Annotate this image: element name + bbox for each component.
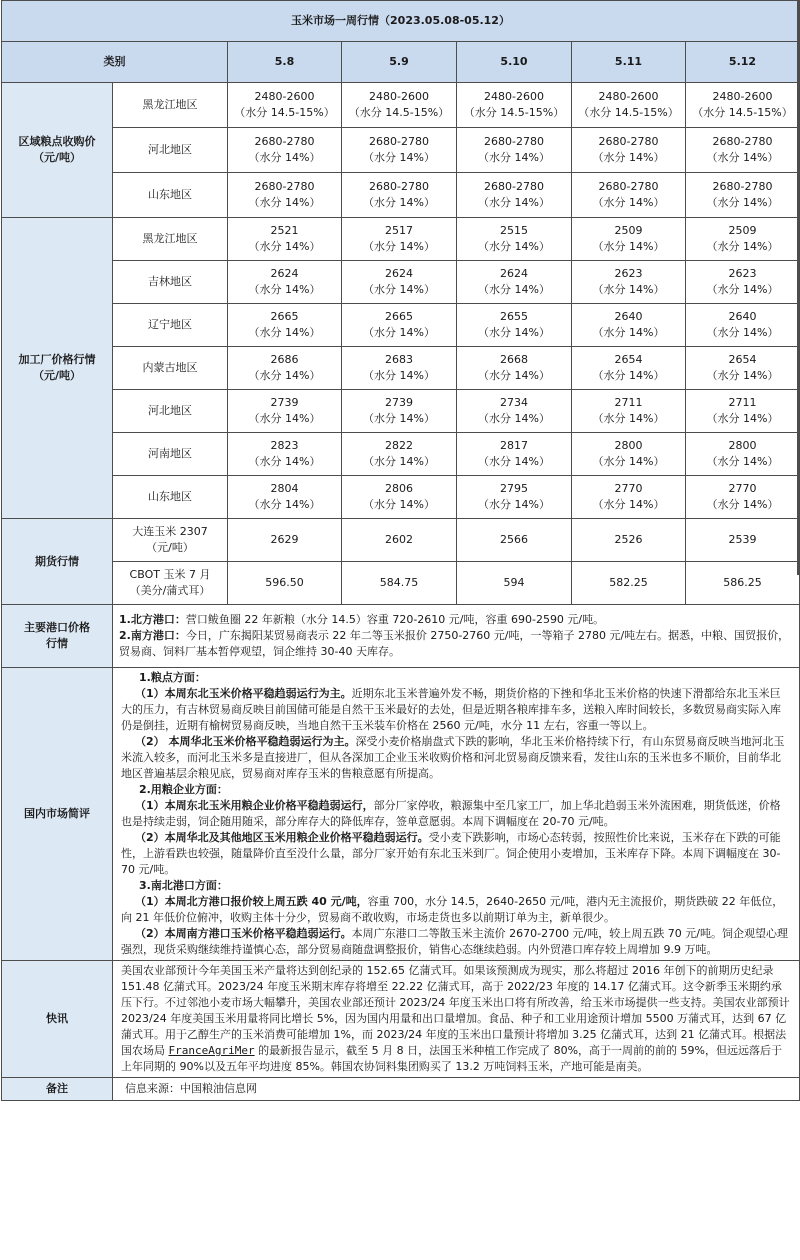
price-value: 2734 [500, 396, 528, 409]
news-row [2, 961, 800, 1078]
price-value: 2680-2780 [712, 180, 773, 193]
price-cell [228, 83, 342, 128]
price-cell [572, 128, 686, 173]
price-cell [342, 433, 457, 476]
price-cell [572, 218, 686, 261]
review-paragraph [121, 926, 791, 958]
price-value: 2515 [500, 224, 528, 237]
south-port-line [119, 628, 793, 660]
price-cell [457, 433, 572, 476]
price-cell [686, 433, 800, 476]
market-weekly-table [1, 0, 800, 1101]
review-paragraph-text: 本周广东港口二等散玉米主流价 2670-2700 元/吨，较上周五跌 70 元/吨。饲企观望心理强烈，现货采购继续维持谨慎心态，部分贸易商随盘调整报价，销售心态继续趋弱。内外贸港口库存较上周增加 9.9 万吨。 [121, 927, 789, 956]
north-port-heading: 1.北方港口： [119, 613, 186, 626]
review-section-heading: 1.粮点方面： [139, 671, 206, 684]
price-value: 2480-2600 [484, 90, 544, 103]
review-paragraph-lead: （2）本周华北及其他地区玉米用粮企业价格平稳趋弱运行。 [135, 831, 429, 844]
header-date: 5.10 [457, 42, 572, 83]
price-cell [686, 476, 800, 519]
price-value: 2509 [728, 224, 757, 237]
moisture-note: （水分 14%） [248, 326, 321, 339]
price-value: 2640 [614, 310, 643, 323]
factory-price-row [2, 218, 800, 261]
north-port-line [119, 612, 793, 628]
price-cell [228, 433, 342, 476]
price-value: 2739 [385, 396, 413, 409]
price-value: 2822 [385, 439, 413, 452]
review-paragraph-lead: （1）本周北方港口报价较上周五跌 40 元/吨， [135, 895, 368, 908]
price-cell [572, 261, 686, 304]
price-cell [572, 433, 686, 476]
price-cell [457, 218, 572, 261]
futures-row [2, 562, 800, 605]
news-agency-name: FranceAgriMer [168, 1044, 255, 1057]
futures-value: 2539 [686, 519, 800, 562]
moisture-note: （水分 14%） [363, 326, 435, 339]
price-cell [686, 128, 800, 173]
review-paragraph-lead: （2）本周南方港口玉米价格平稳趋弱运行。 [135, 927, 352, 940]
review-content [113, 668, 800, 961]
factory-price-row [2, 476, 800, 519]
moisture-note: （水分 14%） [478, 455, 550, 468]
price-cell [457, 261, 572, 304]
south-port-text: 今日，广东揭阳某贸易商表示 22 年二等玉米报价 2750-2760 元/吨，一等箱子 2780 元/吨左右。据悉，中粮、国贸报价，贸易商、饲料厂基本暂停观望，饲企维持 30-40 天库存。 [119, 629, 790, 658]
moisture-note: （水分 14%） [706, 151, 779, 164]
price-cell [342, 476, 457, 519]
news-text: 美国农业部预计今年美国玉米产量将达到创纪录的 152.65 亿蒲式耳。如果该预测成为现实，那么将超过 2016 年创下的前期历史纪录 151.48 亿蒲式耳。2023/24 年度玉米期末库存将增至 22.22 亿蒲式耳，高于 2022/23 年度的 14.17 亿蒲式耳。这令新季玉米期约承压下行。不过邻池小麦市场大幅攀升，美国农业部还预计 2023/24 年度玉米出口将有所改善，给玉米市场提供一些支持。美国农业部预计 2023/24 年度美国玉米用量将同比增长 5%，因为国内用量和出口量增加。食品、种子和工业用途预计增加 5500 万蒲式耳，达到 67 亿蒲式耳。用于乙醇生产的玉米消费可能增加 1%，而 2023/24 年度的玉米出口量预计将增加 3.25 亿蒲式耳，达到 21 亿蒲式耳。根据法国农场局 [121, 964, 790, 1057]
news-text: 的最新报告显示，截至 5 月 8 日，法国玉米种植工作完成了 80%，高于一周前的前的 59%，但远远落后于上年同期的 90%以及五年平均进度 85%。韩国农协饲料集团购买了 13.2 万吨饲料玉米，产地可能是南美。 [121, 1044, 782, 1073]
factory-price-row [2, 304, 800, 347]
moisture-note: （水分 14%） [478, 369, 550, 382]
price-cell [457, 476, 572, 519]
region-name: 黑龙江地区 [113, 83, 228, 128]
moisture-note: （水分 14%） [592, 326, 665, 339]
moisture-note: （水分 14%） [592, 455, 665, 468]
price-value: 2509 [614, 224, 643, 237]
moisture-note: （水分 14%） [363, 151, 435, 164]
price-value: 2770 [728, 482, 757, 495]
price-cell [686, 390, 800, 433]
moisture-note: （水分 14%） [706, 412, 779, 425]
review-paragraph [121, 830, 791, 878]
moisture-note: （水分 14.5-15%） [692, 106, 793, 119]
futures-value: 586.25 [686, 562, 800, 605]
moisture-note: （水分 14%） [478, 240, 550, 253]
moisture-note: （水分 14%） [248, 283, 321, 296]
ports-content [113, 605, 800, 668]
price-value: 2623 [614, 267, 643, 280]
factory-price-row [2, 433, 800, 476]
moisture-note: （水分 14%） [248, 455, 321, 468]
price-cell [342, 83, 457, 128]
price-cell [228, 476, 342, 519]
region-name: 内蒙古地区 [113, 347, 228, 390]
price-cell [342, 304, 457, 347]
price-value: 2817 [500, 439, 528, 452]
moisture-note: （水分 14%） [363, 455, 435, 468]
price-value: 2680-2780 [598, 135, 659, 148]
price-value: 2795 [500, 482, 528, 495]
moisture-note: （水分 14%） [248, 151, 321, 164]
review-label: 国内市场简评 [2, 668, 113, 961]
moisture-note: （水分 14%） [706, 326, 779, 339]
header-row [2, 42, 800, 83]
factory-price-row [2, 347, 800, 390]
regional-price-label [2, 83, 113, 218]
price-cell [228, 173, 342, 218]
price-cell [228, 218, 342, 261]
futures-row [2, 519, 800, 562]
price-value: 2624 [385, 267, 413, 280]
price-value: 2680-2780 [254, 135, 315, 148]
price-value: 2680-2780 [598, 180, 659, 193]
header-date: 5.11 [572, 42, 686, 83]
moisture-note: （水分 14.5-15%） [578, 106, 679, 119]
price-cell [457, 390, 572, 433]
review-paragraph [121, 798, 791, 830]
price-cell [342, 218, 457, 261]
price-value: 2680-2780 [369, 180, 429, 193]
moisture-note: （水分 14%） [478, 498, 550, 511]
review-paragraph [121, 686, 791, 734]
region-name: 黑龙江地区 [113, 218, 228, 261]
futures-value: 594 [457, 562, 572, 605]
price-cell [342, 347, 457, 390]
region-name: 河北地区 [113, 390, 228, 433]
moisture-note: （水分 14%） [363, 283, 435, 296]
table-title: 玉米市场一周行情（2023.05.08-05.12） [2, 1, 800, 42]
regional-price-label-line: 区域粮点收购价 [18, 135, 96, 148]
futures-unit-line: （美分/蒲式耳） [129, 584, 211, 597]
review-paragraph-text: 近期东北玉米普遍外发不畅，期货价格的下挫和华北玉米价格的快速下滑都给东北玉米巨大的压力，有吉林贸易商反映目前国储可能是自然干玉米最好的去处，但是近期各粮库排车多，送粮入库时间较长，多数贸易商实际入库仍是倒挂，近期有榆树贸易商反映，当地自然干玉米装车价格在 2560 元/吨，水分 11 左右，容重一等以上。 [121, 687, 781, 732]
moisture-note: （水分 14%） [706, 498, 779, 511]
price-value: 2680-2780 [712, 135, 773, 148]
news-content [113, 961, 800, 1078]
header-category: 类别 [2, 42, 228, 83]
price-value: 2680-2780 [484, 135, 544, 148]
price-cell [572, 173, 686, 218]
price-cell [686, 173, 800, 218]
factory-price-label-line: 加工厂价格行情 [18, 353, 96, 366]
header-date: 5.9 [342, 42, 457, 83]
moisture-note: （水分 14.5-15%） [348, 106, 450, 119]
price-cell [228, 304, 342, 347]
price-value: 2823 [270, 439, 299, 452]
moisture-note: （水分 14%） [706, 196, 779, 209]
moisture-note: （水分 14.5-15%） [463, 106, 565, 119]
price-value: 2668 [500, 353, 528, 366]
futures-value: 596.50 [228, 562, 342, 605]
price-cell [342, 261, 457, 304]
review-section-heading: 2.用粮企业方面： [139, 783, 228, 796]
review-paragraph-lead: （1）本周东北玉米用粮企业价格平稳趋弱运行， [135, 799, 374, 812]
price-cell [457, 304, 572, 347]
price-value: 2623 [728, 267, 757, 280]
price-cell [457, 128, 572, 173]
moisture-note: （水分 14%） [363, 369, 435, 382]
factory-price-row [2, 261, 800, 304]
price-value: 2654 [728, 353, 757, 366]
moisture-note: （水分 14%） [592, 283, 665, 296]
ports-row [2, 605, 800, 668]
header-date: 5.12 [686, 42, 800, 83]
price-cell [572, 347, 686, 390]
price-cell [342, 390, 457, 433]
moisture-note: （水分 14%） [706, 240, 779, 253]
price-value: 2640 [728, 310, 757, 323]
regional-price-row [2, 128, 800, 173]
price-value: 2800 [614, 439, 643, 452]
price-value: 2683 [385, 353, 413, 366]
price-cell [228, 390, 342, 433]
moisture-note: （水分 14%） [706, 455, 779, 468]
review-paragraph [121, 734, 791, 782]
moisture-note: （水分 14%） [706, 283, 779, 296]
futures-value: 2629 [228, 519, 342, 562]
review-paragraph-text: 容重 700，水分 14.5，2640-2650 元/吨，港内无主流报价，期货跌破 22 年低位，向 21 年低价位俯冲，收购主体十分少，贸易商不敢收购，市场走货也多以前期订单为主，新单很少。 [121, 895, 784, 924]
futures-label: 期货行情 [2, 519, 113, 605]
price-cell [228, 261, 342, 304]
price-value: 2770 [614, 482, 643, 495]
price-cell [686, 83, 800, 128]
region-name: 山东地区 [113, 173, 228, 218]
price-value: 2686 [270, 353, 299, 366]
right-border-line [797, 0, 799, 575]
price-value: 2654 [614, 353, 643, 366]
price-value: 2624 [500, 267, 528, 280]
south-port-heading: 2.南方港口： [119, 629, 186, 642]
price-cell [572, 476, 686, 519]
moisture-note: （水分 14%） [248, 240, 321, 253]
review-paragraph-lead: （1）本周东北玉米价格平稳趋弱运行为主。 [135, 687, 352, 700]
price-value: 2665 [385, 310, 413, 323]
price-value: 2655 [500, 310, 528, 323]
price-cell [572, 304, 686, 347]
moisture-note: （水分 14%） [248, 196, 321, 209]
price-cell [228, 347, 342, 390]
futures-value: 2602 [342, 519, 457, 562]
futures-name [113, 562, 228, 605]
futures-value: 2566 [457, 519, 572, 562]
price-value: 2480-2600 [598, 90, 659, 103]
region-name: 河北地区 [113, 128, 228, 173]
futures-name-line: CBOT 玉米 7 月 [129, 568, 211, 581]
price-cell [457, 347, 572, 390]
ports-label-line: 主要港口价格 [24, 621, 90, 634]
moisture-note: （水分 14%） [478, 196, 550, 209]
moisture-note: （水分 14%） [592, 498, 665, 511]
price-value: 2804 [270, 482, 299, 495]
price-cell [228, 128, 342, 173]
price-cell [572, 83, 686, 128]
note-source: 信息来源：中国粮油信息网 [113, 1078, 800, 1101]
futures-name [113, 519, 228, 562]
ports-label-line: 行情 [46, 637, 68, 650]
moisture-note: （水分 14.5-15%） [234, 106, 335, 119]
moisture-note: （水分 14%） [478, 326, 550, 339]
futures-name-line: 大连玉米 2307 [132, 525, 208, 538]
north-port-text: 营口鲅鱼圈 22 年新粮（水分 14.5）容重 720-2610 元/吨，容重 690-2590 元/吨。 [185, 613, 605, 626]
moisture-note: （水分 14%） [248, 412, 321, 425]
price-value: 2806 [385, 482, 413, 495]
moisture-note: （水分 14%） [363, 196, 435, 209]
price-value: 2739 [270, 396, 299, 409]
region-name: 辽宁地区 [113, 304, 228, 347]
price-value: 2800 [728, 439, 757, 452]
note-label: 备注 [2, 1078, 113, 1101]
factory-price-label-unit: （元/吨） [32, 369, 82, 382]
header-date: 5.8 [228, 42, 342, 83]
price-value: 2711 [614, 396, 643, 409]
futures-value: 584.75 [342, 562, 457, 605]
futures-value: 2526 [572, 519, 686, 562]
moisture-note: （水分 14%） [363, 498, 435, 511]
price-cell [686, 304, 800, 347]
price-cell [342, 173, 457, 218]
ports-label [2, 605, 113, 668]
price-cell [686, 261, 800, 304]
moisture-note: （水分 14%） [592, 412, 665, 425]
price-cell [686, 218, 800, 261]
moisture-note: （水分 14%） [592, 196, 665, 209]
note-row [2, 1078, 800, 1101]
moisture-note: （水分 14%） [478, 151, 550, 164]
price-cell [457, 83, 572, 128]
regional-price-label-unit: （元/吨） [32, 151, 82, 164]
price-value: 2480-2600 [369, 90, 429, 103]
price-value: 2680-2780 [369, 135, 429, 148]
price-value: 2480-2600 [712, 90, 773, 103]
review-paragraph-text: 受小麦下跌影响，市场心态转弱，按照性价比来说，玉米存在下跌的可能性，上游看跌也较强，随量降价直至没什么量，部分厂家开始有东北玉米到厂。饲企使用小麦增加，玉米库存下降。本周下调幅度在 30-70 元/吨。 [121, 831, 781, 876]
moisture-note: （水分 14%） [478, 283, 550, 296]
factory-price-label [2, 218, 113, 519]
moisture-note: （水分 14%） [248, 369, 321, 382]
price-cell [342, 128, 457, 173]
moisture-note: （水分 14%） [706, 369, 779, 382]
region-name: 吉林地区 [113, 261, 228, 304]
moisture-note: （水分 14%） [592, 240, 665, 253]
regional-price-row [2, 173, 800, 218]
price-cell [572, 390, 686, 433]
moisture-note: （水分 14%） [248, 498, 321, 511]
price-value: 2624 [270, 267, 299, 280]
moisture-note: （水分 14%） [592, 369, 665, 382]
price-cell [686, 347, 800, 390]
region-name: 河南地区 [113, 433, 228, 476]
regional-price-row [2, 83, 800, 128]
review-paragraph-text: 深受小麦价格崩盘式下跌的影响，华北玉米价格持续下行，有山东贸易商反映当地河北玉米流入较多，而河北玉米多是直接进厂，但从各深加工企业玉米收购价格和河北贸易商反馈来看，发往山东的玉米也多不顺价，目前华北地区普遍基层余粮见底，贸易商对库存玉米的售粮意愿有所提高。 [121, 735, 785, 780]
review-paragraph-text: 部分厂家停收，粮源集中至几家工厂，加上华北趋弱玉米外流困难，期货低迷，价格也是持续走弱，饲企随用随采，部分库存大的降低库存，签单意愿弱。本周下调幅度在 20-70 元/吨。 [121, 799, 781, 828]
news-label: 快讯 [2, 961, 113, 1078]
review-row [2, 668, 800, 961]
futures-value: 582.25 [572, 562, 686, 605]
region-name: 山东地区 [113, 476, 228, 519]
review-paragraph [121, 894, 791, 926]
price-value: 2665 [270, 310, 299, 323]
review-paragraph-lead: （2） 本周华北玉米价格平稳趋弱运行为主。 [135, 735, 356, 748]
price-value: 2480-2600 [254, 90, 315, 103]
price-value: 2521 [270, 224, 299, 237]
moisture-note: （水分 14%） [363, 240, 435, 253]
price-value: 2711 [728, 396, 757, 409]
price-cell [457, 173, 572, 218]
moisture-note: （水分 14%） [478, 412, 550, 425]
price-value: 2517 [385, 224, 413, 237]
review-section-heading: 3.南北港口方面： [139, 879, 228, 892]
futures-unit-line: （元/吨） [146, 541, 194, 554]
price-value: 2680-2780 [484, 180, 544, 193]
moisture-note: （水分 14%） [592, 151, 665, 164]
moisture-note: （水分 14%） [363, 412, 435, 425]
price-value: 2680-2780 [254, 180, 315, 193]
factory-price-row [2, 390, 800, 433]
